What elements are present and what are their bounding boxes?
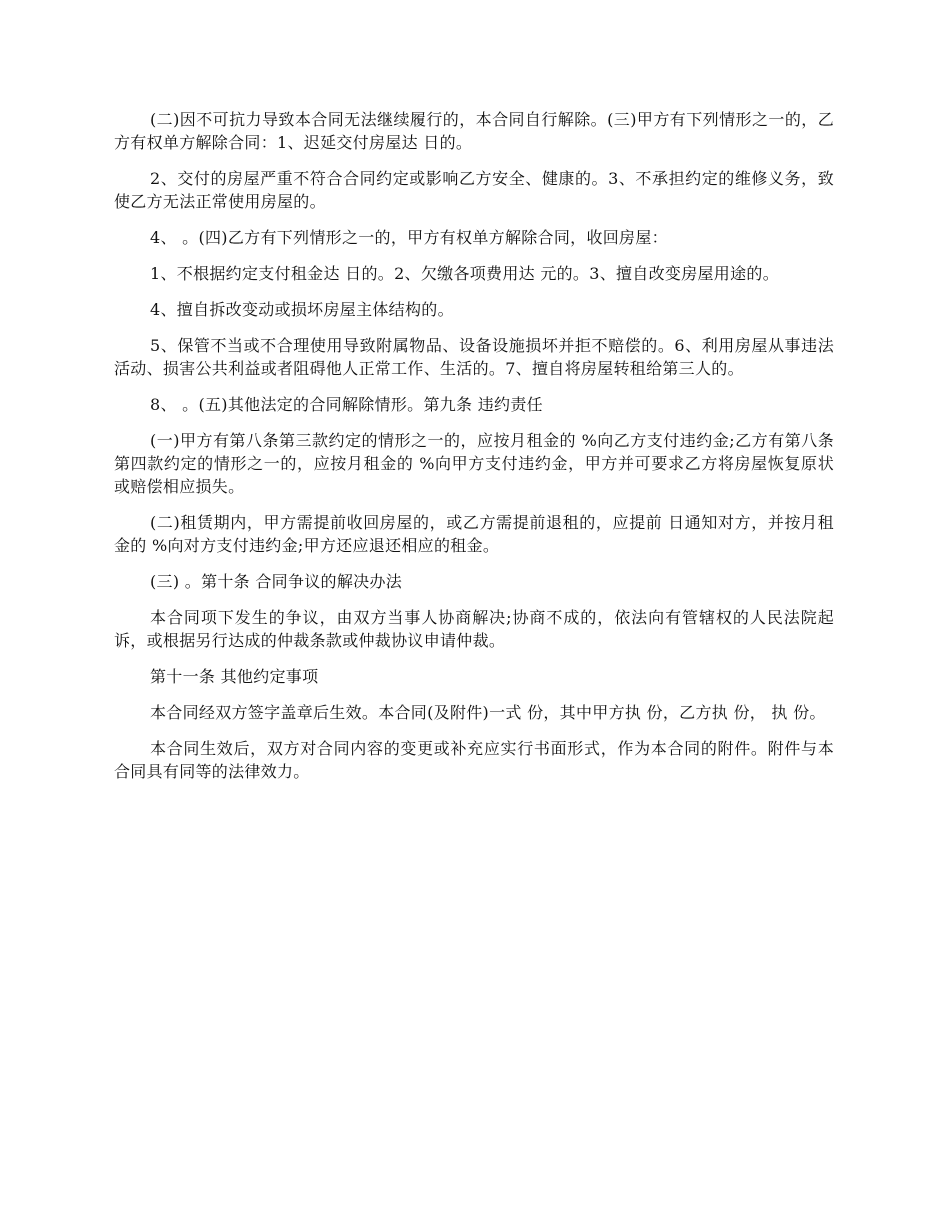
paragraph: 5、保管不当或不合理使用导致附属物品、设备设施损坏并拒不赔偿的。6、利用房屋从事违法活动、损害公共利益或者阻碍他人正常工作、生活的。7、擅自将房屋转租给第三人的。 <box>114 336 834 378</box>
section-heading: 第十一条 其他约定事项 <box>150 667 319 686</box>
paragraph: 本合同生效后，双方对合同内容的变更或补充应实行书面形式，作为本合同的附件。附件与本合同具有同等的法律效力。 <box>114 739 834 781</box>
paragraph: (二)租赁期内，甲方需提前收回房屋的，或乙方需提前退租的，应提前 日通知对方，并按月租金的 %向对方支付违约金;甲方还应退还相应的租金。 <box>114 513 834 555</box>
paragraph: 1、不根据约定支付租金达 日的。2、欠缴各项费用达 元的。3、擅自改变房屋用途的。 <box>150 264 780 283</box>
paragraph: 4、 。(四)乙方有下列情形之一的，甲方有权单方解除合同，收回房屋： <box>150 228 668 247</box>
paragraph: 本合同经双方签字盖章后生效。本合同(及附件)一式 份，其中甲方执 份，乙方执 份， 执 份。 <box>150 703 826 722</box>
paragraph: (三) 。第十条 合同争议的解决办法 <box>150 572 403 591</box>
paragraph: 8、 。(五)其他法定的合同解除情形。第九条 违约责任 <box>150 395 543 414</box>
paragraph: (一)甲方有第八条第三款约定的情形之一的，应按月租金的 %向乙方支付违约金;乙方有第八条第四款约定的情形之一的，应按月租金的 %向甲方支付违约金，甲方并可要求乙方将房屋恢复原状或赔偿相应损失。 <box>114 431 834 496</box>
document-body <box>114 108 834 796</box>
paragraph: 本合同项下发生的争议，由双方当事人协商解决;协商不成的，依法向有管辖权的人民法院起诉，或根据另行达成的仲裁条款或仲裁协议申请仲裁。 <box>114 608 834 650</box>
paragraph: 4、擅自拆改变动或损坏房屋主体结构的。 <box>150 300 454 319</box>
paragraph: 2、交付的房屋严重不符合合同约定或影响乙方安全、健康的。3、不承担约定的维修义务，致使乙方无法正常使用房屋的。 <box>114 169 834 211</box>
paragraph: (二)因不可抗力导致本合同无法继续履行的，本合同自行解除。(三)甲方有下列情形之一的，乙方有权单方解除合同：1、迟延交付房屋达 日的。 <box>114 110 834 152</box>
